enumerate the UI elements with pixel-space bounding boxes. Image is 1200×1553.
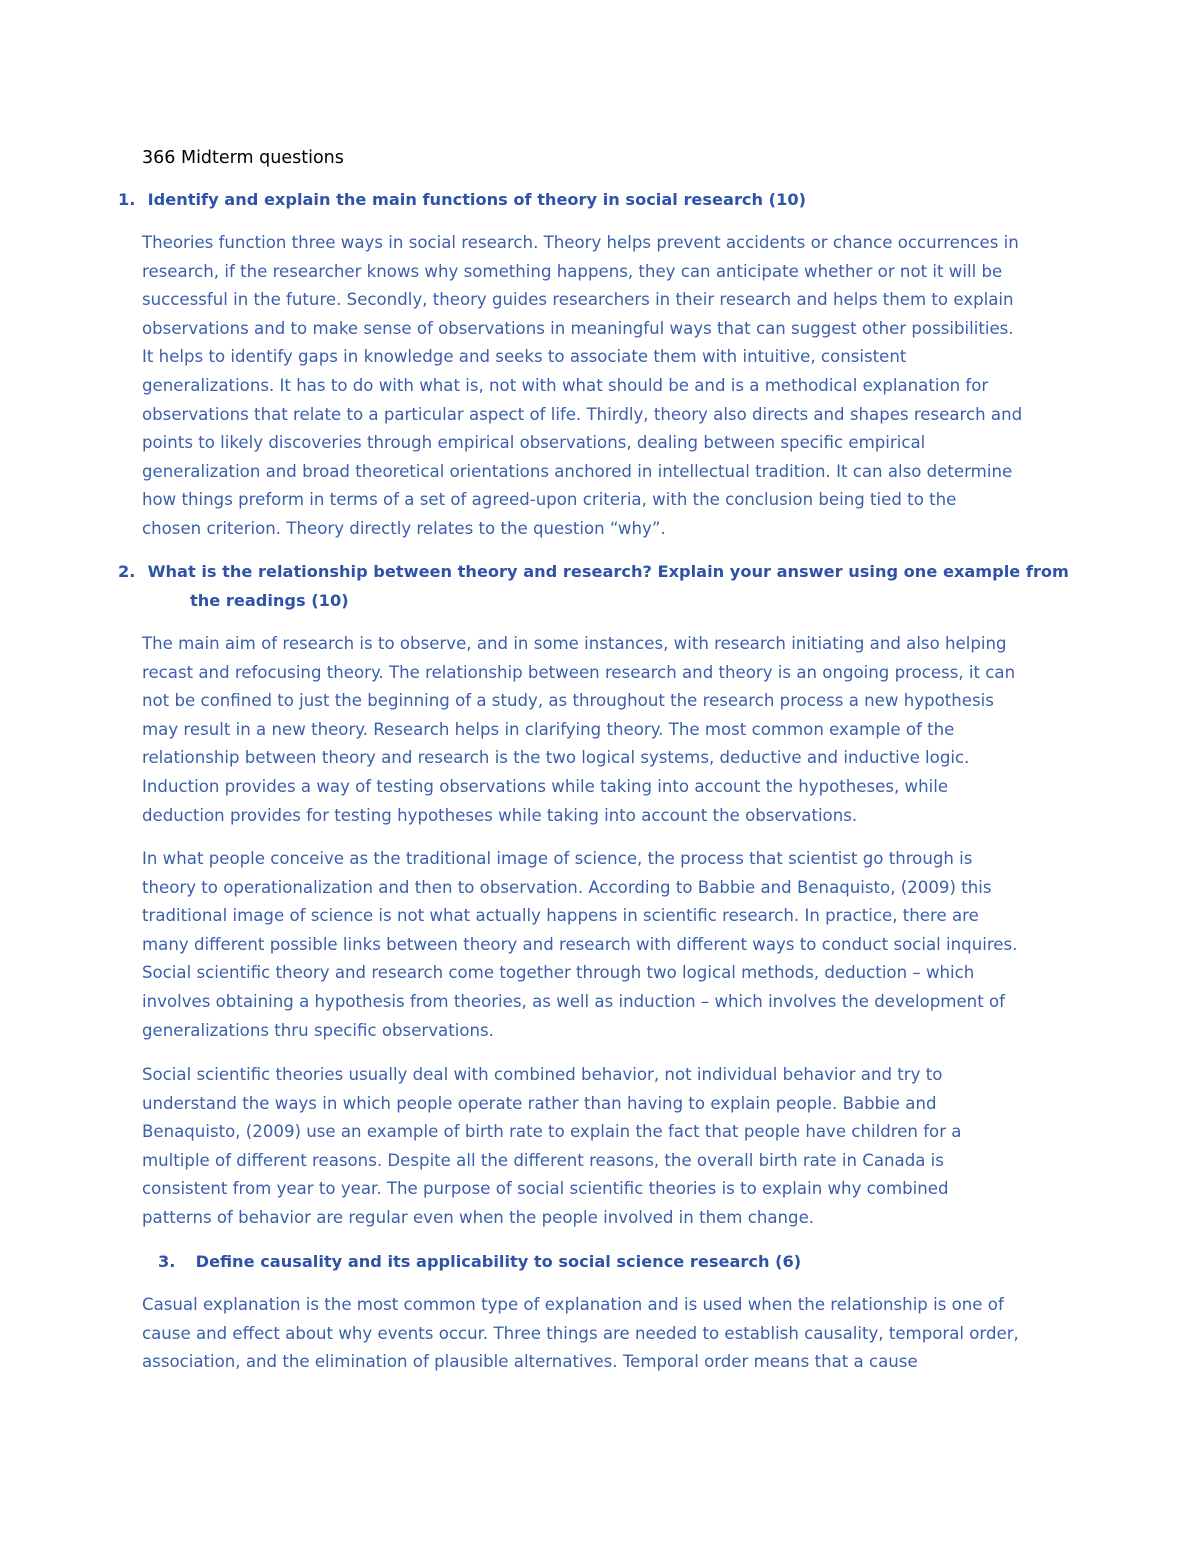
- text-line: Benaquisto, (2009) use an example of birth rate to explain the fact that people have children for a: [142, 1122, 962, 1142]
- text-line: consistent from year to year. The purpose of social scientific theories is to explain why combined: [142, 1179, 949, 1199]
- question-text: What is the relationship between theory and research? Explain your answer using one example from: [147, 562, 1069, 581]
- text-line: generalization and broad theoretical orientations anchored in intellectual tradition. It can also determine: [142, 461, 1013, 481]
- question-text: Identify and explain the main functions of theory in social research (10): [147, 190, 807, 209]
- question-2-heading: [118, 558, 1069, 587]
- question-3-heading: [158, 1248, 801, 1277]
- question-3-answer-paragraph-1: [142, 1291, 1067, 1377]
- text-line: points to likely discoveries through empirical observations, dealing between specific empirical: [142, 433, 926, 453]
- text-line: research, if the researcher knows why something happens, they can anticipate whether or not it will be: [142, 261, 1003, 281]
- text-line: relationship between theory and research is the two logical systems, deductive and inductive logic.: [142, 748, 970, 768]
- text-line: cause and effect about why events occur. Three things are needed to establish causality, temporal order,: [142, 1323, 1019, 1343]
- text-line: traditional image of science is not what actually happens in scientific research. In practice, there are: [142, 906, 979, 926]
- question-2-answer-paragraph-2: [142, 845, 1067, 1045]
- text-line: association, and the elimination of plausible alternatives. Temporal order means that a cause: [142, 1352, 918, 1372]
- text-line: Induction provides a way of testing observations while taking into account the hypotheses, while: [142, 776, 949, 796]
- question-1-heading: [118, 186, 806, 215]
- text-line: Casual explanation is the most common type of explanation and is used when the relationship is one of: [142, 1295, 1004, 1314]
- question-text: the readings (10): [190, 591, 349, 610]
- text-line: recast and refocusing theory. The relationship between research and theory is an ongoing process, it can: [142, 662, 1016, 682]
- text-line: how things preform in terms of a set of agreed-upon criteria, with the conclusion being tied to the: [142, 490, 957, 510]
- document-title: 366 Midterm questions: [142, 148, 344, 168]
- text-line: It helps to identify gaps in knowledge and seeks to associate them with intuitive, consistent: [142, 347, 907, 367]
- text-line: patterns of behavior are regular even when the people involved in them change.: [142, 1207, 815, 1227]
- text-line: observations and to make sense of observations in meaningful ways that can suggest other possibilities.: [142, 318, 1014, 338]
- text-line: generalizations. It has to do with what is, not with what should be and is a methodical explanation for: [142, 375, 989, 395]
- text-line: involves obtaining a hypothesis from theories, as well as induction – which involves the development of: [142, 991, 1005, 1011]
- text-line: Social scientific theories usually deal with combined behavior, not individual behavior and try to: [142, 1065, 943, 1084]
- question-2-answer-paragraph-3: [142, 1061, 1067, 1233]
- question-2-heading-continued: [190, 587, 349, 616]
- text-line: many different possible links between theory and research with different ways to conduct social inquires.: [142, 934, 1018, 954]
- question-text: Define causality and its applicability to social science research (6): [195, 1252, 802, 1271]
- text-line: In what people conceive as the traditional image of science, the process that scientist go through is: [142, 849, 973, 868]
- question-1-answer-paragraph-1: [142, 229, 1067, 544]
- text-line: Theories function three ways in social research. Theory helps prevent accidents or chance occurrences in: [142, 233, 1019, 252]
- question-2-answer-paragraph-1: [142, 630, 1067, 830]
- text-line: theory to operationalization and then to observation. According to Babbie and Benaquisto, (2009) this: [142, 877, 992, 897]
- text-line: The main aim of research is to observe, and in some instances, with research initiating and also helping: [142, 634, 1007, 653]
- text-line: multiple of different reasons. Despite all the different reasons, the overall birth rate in Canada is: [142, 1150, 944, 1170]
- text-line: understand the ways in which people operate rather than having to explain people. Babbie and: [142, 1093, 937, 1113]
- text-line: generalizations thru specific observations.: [142, 1020, 494, 1040]
- text-line: deduction provides for testing hypotheses while taking into account the observations.: [142, 805, 858, 825]
- question-number: 1.: [118, 190, 136, 209]
- text-line: not be confined to just the beginning of a study, as throughout the research process a new hypothesis: [142, 691, 994, 711]
- text-line: may result in a new theory. Research helps in clarifying theory. The most common example of the: [142, 719, 955, 739]
- question-number: 2.: [118, 562, 136, 581]
- text-line: successful in the future. Secondly, theory guides researchers in their research and helps them to explain: [142, 290, 1014, 310]
- text-line: chosen criterion. Theory directly relates to the question “why”.: [142, 518, 666, 538]
- text-line: observations that relate to a particular aspect of life. Thirdly, theory also directs and shapes research and: [142, 404, 1023, 424]
- text-line: Social scientific theory and research come together through two logical methods, deduction – which: [142, 963, 975, 983]
- question-number: 3.: [158, 1252, 176, 1271]
